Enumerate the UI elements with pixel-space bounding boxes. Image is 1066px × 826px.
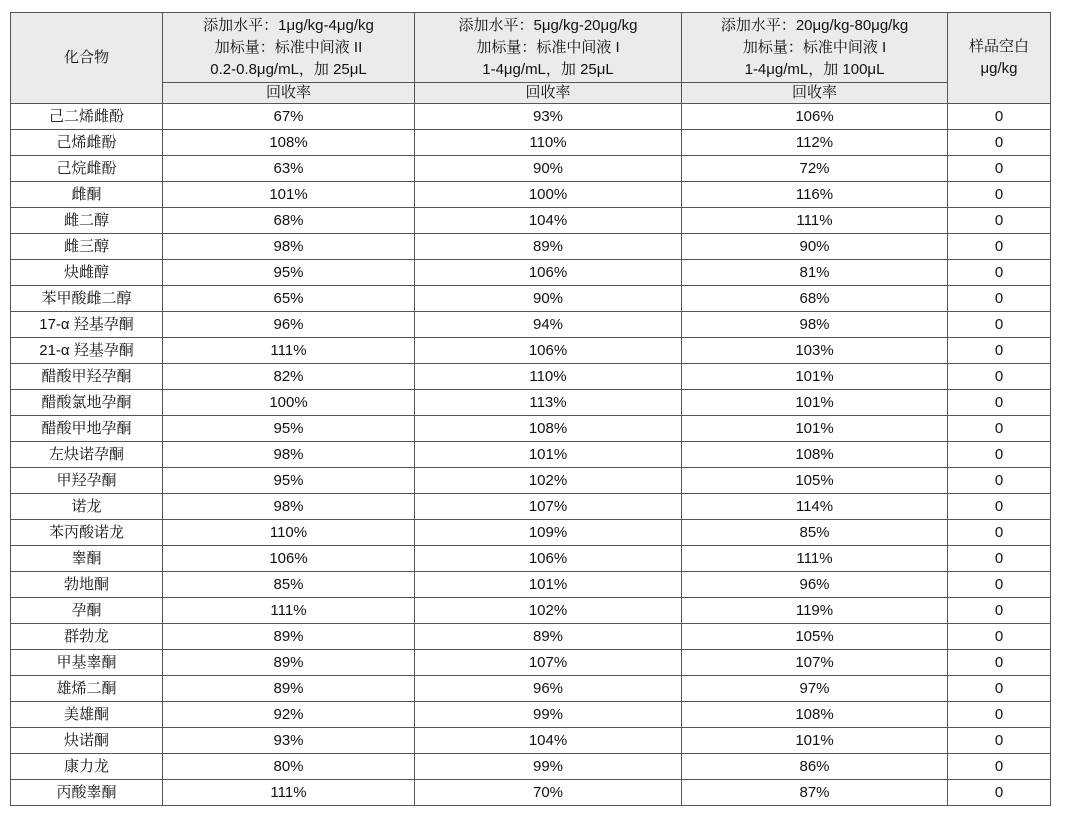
recovery-level-3-cell: 98% — [682, 312, 948, 338]
table-row — [11, 598, 1051, 624]
header-row — [11, 13, 1051, 83]
sample-blank-cell: 0 — [948, 468, 1051, 494]
recovery-level-3-cell: 101% — [682, 728, 948, 754]
recovery-level-2-cell: 99% — [415, 702, 682, 728]
table-row — [11, 208, 1051, 234]
level-1-spike: 加标量：标准中间液 II — [214, 38, 363, 56]
compound-cell: 雌三醇 — [11, 234, 163, 260]
recovery-level-2-cell: 102% — [415, 468, 682, 494]
blank-header-label: 样品空白 — [968, 38, 1029, 55]
compound-cell: 炔诺酮 — [11, 728, 163, 754]
recovery-level-2-cell: 100% — [415, 182, 682, 208]
compound-cell: 康力龙 — [11, 754, 163, 780]
sample-blank-cell: 0 — [948, 598, 1051, 624]
recovery-level-3-cell: 90% — [682, 234, 948, 260]
sample-blank-cell: 0 — [948, 156, 1051, 182]
recovery-header-3: 回收率 — [682, 83, 948, 104]
level-2-header — [415, 13, 682, 83]
level-3-range: 添加水平：20μg/kg-80μg/kg — [720, 16, 909, 34]
table-row — [11, 728, 1051, 754]
compound-cell: 群勃龙 — [11, 624, 163, 650]
sample-blank-cell: 0 — [948, 624, 1051, 650]
table-row — [11, 130, 1051, 156]
sample-blank-cell: 0 — [948, 312, 1051, 338]
sample-blank-cell: 0 — [948, 520, 1051, 546]
table-row — [11, 260, 1051, 286]
compound-cell: 雌酮 — [11, 182, 163, 208]
table-row — [11, 702, 1051, 728]
sample-blank-cell: 0 — [948, 442, 1051, 468]
recovery-level-3-cell: 103% — [682, 338, 948, 364]
sample-blank-cell: 0 — [948, 728, 1051, 754]
table-row — [11, 624, 1051, 650]
compound-cell: 美雄酮 — [11, 702, 163, 728]
compound-cell: 己烷雌酚 — [11, 156, 163, 182]
recovery-level-2-cell: 108% — [415, 416, 682, 442]
recovery-level-3-cell: 72% — [682, 156, 948, 182]
compound-cell: 醋酸氯地孕酮 — [11, 390, 163, 416]
recovery-level-2-cell: 110% — [415, 130, 682, 156]
sample-blank-cell: 0 — [948, 390, 1051, 416]
recovery-level-1-cell: 82% — [163, 364, 415, 390]
recovery-level-2-cell: 96% — [415, 676, 682, 702]
table-row — [11, 182, 1051, 208]
recovery-level-1-cell: 95% — [163, 468, 415, 494]
recovery-level-3-cell: 108% — [682, 702, 948, 728]
recovery-level-3-cell: 111% — [682, 208, 948, 234]
level-3-volume: 1-4μg/mL，加 100μL — [744, 60, 885, 78]
recovery-level-2-cell: 101% — [415, 442, 682, 468]
compound-cell: 勃地酮 — [11, 572, 163, 598]
compound-cell: 雌二醇 — [11, 208, 163, 234]
table-row — [11, 650, 1051, 676]
sample-blank-cell: 0 — [948, 650, 1051, 676]
compound-cell: 雄烯二酮 — [11, 676, 163, 702]
sample-blank-cell: 0 — [948, 416, 1051, 442]
level-3-header — [682, 13, 948, 83]
recovery-level-2-cell: 113% — [415, 390, 682, 416]
sample-blank-cell: 0 — [948, 130, 1051, 156]
recovery-level-3-cell: 105% — [682, 468, 948, 494]
compound-cell: 己烯雌酚 — [11, 130, 163, 156]
compound-cell: 甲羟孕酮 — [11, 468, 163, 494]
recovery-level-1-cell: 111% — [163, 338, 415, 364]
recovery-table — [10, 12, 1051, 806]
sample-blank-cell: 0 — [948, 182, 1051, 208]
sample-blank-cell: 0 — [948, 208, 1051, 234]
compound-cell: 丙酸睾酮 — [11, 780, 163, 806]
table-row — [11, 442, 1051, 468]
recovery-level-2-cell: 107% — [415, 650, 682, 676]
recovery-level-2-cell: 106% — [415, 260, 682, 286]
recovery-level-1-cell: 80% — [163, 754, 415, 780]
blank-header — [948, 13, 1051, 104]
recovery-level-1-cell: 89% — [163, 624, 415, 650]
table-row — [11, 780, 1051, 806]
sample-blank-cell: 0 — [948, 260, 1051, 286]
recovery-level-1-cell: 106% — [163, 546, 415, 572]
header-subrow — [11, 83, 1051, 104]
recovery-level-3-cell: 112% — [682, 130, 948, 156]
level-3-spike: 加标量：标准中间液 I — [742, 38, 887, 56]
recovery-level-2-cell: 106% — [415, 338, 682, 364]
recovery-level-3-cell: 85% — [682, 520, 948, 546]
recovery-level-3-cell: 81% — [682, 260, 948, 286]
recovery-level-3-cell: 105% — [682, 624, 948, 650]
table-row — [11, 468, 1051, 494]
recovery-level-1-cell: 63% — [163, 156, 415, 182]
level-1-volume: 0.2-0.8μg/mL，加 25μL — [210, 60, 367, 78]
recovery-level-3-cell: 111% — [682, 546, 948, 572]
recovery-level-1-cell: 93% — [163, 728, 415, 754]
recovery-header-2: 回收率 — [415, 83, 682, 104]
compound-cell: 左炔诺孕酮 — [11, 442, 163, 468]
table-row — [11, 416, 1051, 442]
recovery-level-2-cell: 109% — [415, 520, 682, 546]
compound-cell: 炔雌醇 — [11, 260, 163, 286]
recovery-level-3-cell: 114% — [682, 494, 948, 520]
table-row — [11, 546, 1051, 572]
recovery-level-1-cell: 95% — [163, 260, 415, 286]
compound-cell: 醋酸甲地孕酮 — [11, 416, 163, 442]
table-row — [11, 676, 1051, 702]
compound-cell: 17-α 羟基孕酮 — [11, 312, 163, 338]
recovery-level-1-cell: 95% — [163, 416, 415, 442]
recovery-level-1-cell: 111% — [163, 780, 415, 806]
table-row — [11, 754, 1051, 780]
recovery-level-1-cell: 101% — [163, 182, 415, 208]
recovery-level-2-cell: 89% — [415, 234, 682, 260]
recovery-level-1-cell: 98% — [163, 494, 415, 520]
recovery-level-2-cell: 90% — [415, 156, 682, 182]
recovery-level-2-cell: 110% — [415, 364, 682, 390]
recovery-level-2-cell: 104% — [415, 208, 682, 234]
level-2-range: 添加水平：5μg/kg-20μg/kg — [458, 16, 638, 34]
recovery-level-3-cell: 101% — [682, 364, 948, 390]
recovery-level-1-cell: 98% — [163, 442, 415, 468]
recovery-level-1-cell: 85% — [163, 572, 415, 598]
sample-blank-cell: 0 — [948, 338, 1051, 364]
table-row — [11, 338, 1051, 364]
recovery-header-1: 回收率 — [163, 83, 415, 104]
recovery-level-2-cell: 102% — [415, 598, 682, 624]
recovery-level-2-cell: 99% — [415, 754, 682, 780]
sample-blank-cell: 0 — [948, 364, 1051, 390]
sample-blank-cell: 0 — [948, 676, 1051, 702]
recovery-level-2-cell: 104% — [415, 728, 682, 754]
recovery-level-2-cell: 106% — [415, 546, 682, 572]
sample-blank-cell: 0 — [948, 494, 1051, 520]
recovery-level-3-cell: 87% — [682, 780, 948, 806]
recovery-level-2-cell: 93% — [415, 104, 682, 130]
recovery-level-3-cell: 96% — [682, 572, 948, 598]
compound-cell: 醋酸甲羟孕酮 — [11, 364, 163, 390]
recovery-level-1-cell: 89% — [163, 676, 415, 702]
table-row — [11, 364, 1051, 390]
level-2-spike: 加标量：标准中间液 I — [476, 38, 620, 56]
recovery-level-1-cell: 89% — [163, 650, 415, 676]
recovery-level-2-cell: 70% — [415, 780, 682, 806]
table-header — [11, 13, 1051, 104]
sample-blank-cell: 0 — [948, 702, 1051, 728]
level-2-volume: 1-4μg/mL，加 25μL — [482, 60, 614, 78]
recovery-level-3-cell: 108% — [682, 442, 948, 468]
recovery-level-3-cell: 101% — [682, 390, 948, 416]
recovery-level-2-cell: 89% — [415, 624, 682, 650]
recovery-level-2-cell: 101% — [415, 572, 682, 598]
table-row — [11, 312, 1051, 338]
recovery-level-2-cell: 90% — [415, 286, 682, 312]
compound-cell: 睾酮 — [11, 546, 163, 572]
compound-cell: 苯丙酸诺龙 — [11, 520, 163, 546]
recovery-level-3-cell: 68% — [682, 286, 948, 312]
recovery-level-1-cell: 96% — [163, 312, 415, 338]
recovery-level-1-cell: 98% — [163, 234, 415, 260]
sample-blank-cell: 0 — [948, 754, 1051, 780]
recovery-level-2-cell: 107% — [415, 494, 682, 520]
compound-cell: 苯甲酸雌二醇 — [11, 286, 163, 312]
recovery-level-1-cell: 68% — [163, 208, 415, 234]
compound-header: 化合物 — [11, 13, 163, 104]
sample-blank-cell: 0 — [948, 286, 1051, 312]
table-row — [11, 286, 1051, 312]
sample-blank-cell: 0 — [948, 780, 1051, 806]
blank-header-unit: μg/kg — [980, 60, 1018, 77]
recovery-level-1-cell: 108% — [163, 130, 415, 156]
recovery-level-2-cell: 94% — [415, 312, 682, 338]
table-row — [11, 104, 1051, 130]
compound-cell: 己二烯雌酚 — [11, 104, 163, 130]
compound-cell: 诺龙 — [11, 494, 163, 520]
level-1-header — [163, 13, 415, 83]
recovery-level-3-cell: 86% — [682, 754, 948, 780]
recovery-level-1-cell: 110% — [163, 520, 415, 546]
table-body — [11, 104, 1051, 806]
recovery-level-1-cell: 67% — [163, 104, 415, 130]
recovery-level-3-cell: 107% — [682, 650, 948, 676]
recovery-level-3-cell: 119% — [682, 598, 948, 624]
table-row — [11, 156, 1051, 182]
compound-cell: 21-α 羟基孕酮 — [11, 338, 163, 364]
table-row — [11, 520, 1051, 546]
sample-blank-cell: 0 — [948, 234, 1051, 260]
table-row — [11, 234, 1051, 260]
recovery-level-3-cell: 116% — [682, 182, 948, 208]
recovery-level-1-cell: 111% — [163, 598, 415, 624]
recovery-level-3-cell: 97% — [682, 676, 948, 702]
recovery-level-1-cell: 100% — [163, 390, 415, 416]
level-1-range: 添加水平：1μg/kg-4μg/kg — [203, 16, 374, 34]
sample-blank-cell: 0 — [948, 546, 1051, 572]
sample-blank-cell: 0 — [948, 572, 1051, 598]
recovery-level-3-cell: 101% — [682, 416, 948, 442]
compound-cell: 孕酮 — [11, 598, 163, 624]
recovery-level-1-cell: 92% — [163, 702, 415, 728]
table-row — [11, 572, 1051, 598]
table-row — [11, 390, 1051, 416]
recovery-level-1-cell: 65% — [163, 286, 415, 312]
table-row — [11, 494, 1051, 520]
sample-blank-cell: 0 — [948, 104, 1051, 130]
compound-cell: 甲基睾酮 — [11, 650, 163, 676]
recovery-level-3-cell: 106% — [682, 104, 948, 130]
